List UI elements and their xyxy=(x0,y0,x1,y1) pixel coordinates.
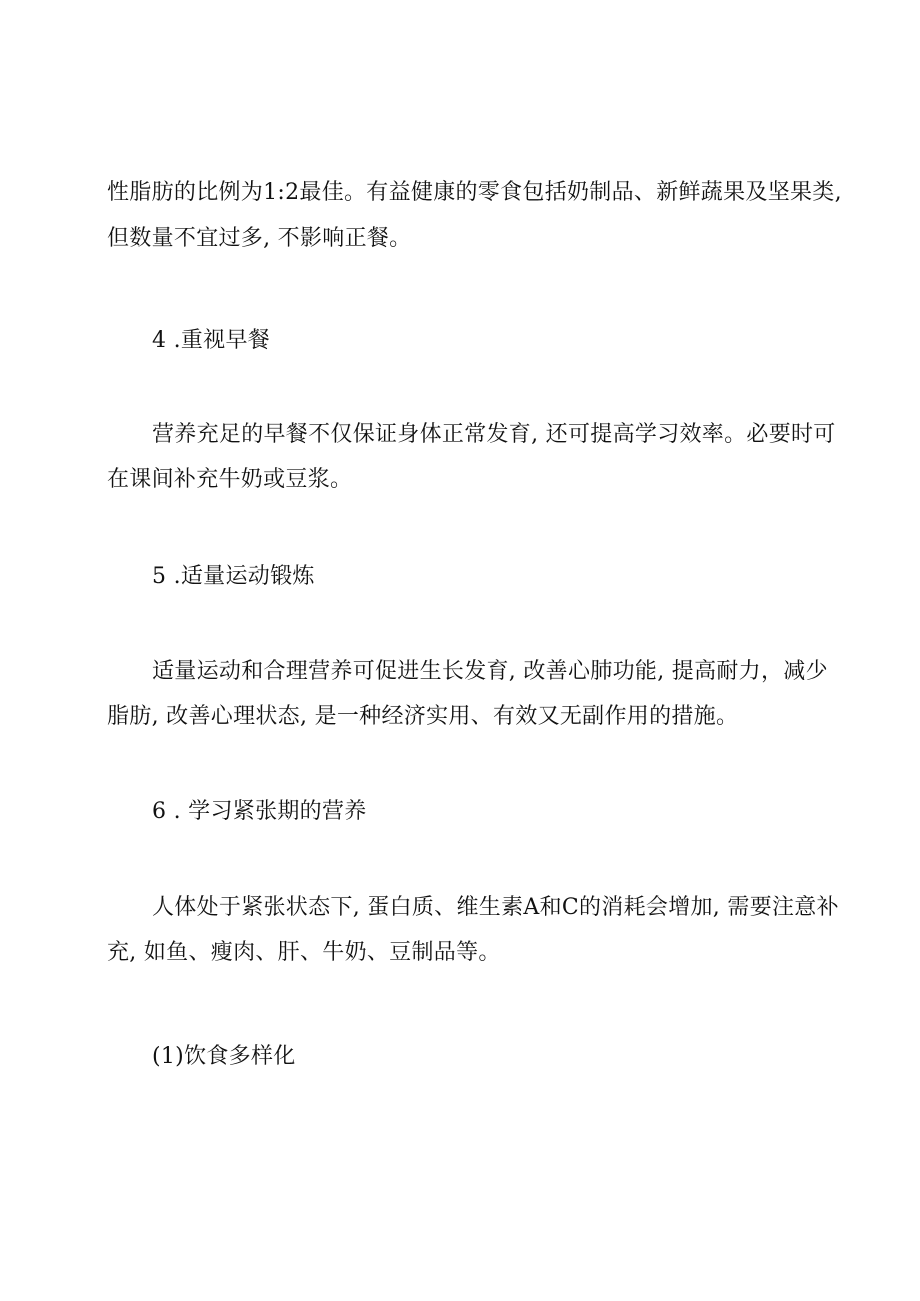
section-heading-5: 5 .适量运动锻炼 xyxy=(152,564,315,589)
paragraph-line: 但数量不宜过多, 不影响正餐。 xyxy=(107,226,412,251)
paragraph-line: 脂肪, 改善心理状态, 是一种经济实用、有效又无副作用的措施。 xyxy=(107,704,739,729)
paragraph-line: 充, 如鱼、瘦肉、肝、牛奶、豆制品等。 xyxy=(107,940,501,965)
paragraph-line: 人体处于紧张状态下, 蛋白质、维生素A和C的消耗会增加, 需要注意补 xyxy=(152,895,839,920)
section-heading-4: 4 .重视早餐 xyxy=(152,328,271,353)
paragraph-line: 适量运动和合理营养可促进生长发育, 改善心肺功能, 提高耐力，减少 xyxy=(152,659,828,684)
subsection-heading: (1)饮食多样化 xyxy=(152,1044,296,1069)
paragraph-line: 性脂肪的比例为1:2最佳。有益健康的零食包括奶制品、新鲜蔬果及坚果类, xyxy=(107,180,842,205)
paragraph-line: 在课间补充牛奶或豆浆。 xyxy=(107,467,353,492)
section-heading-6: 6 . 学习紧张期的营养 xyxy=(152,799,367,824)
paragraph-line: 营养充足的早餐不仅保证身体正常发育, 还可提高学习效率。必要时可 xyxy=(152,422,836,447)
